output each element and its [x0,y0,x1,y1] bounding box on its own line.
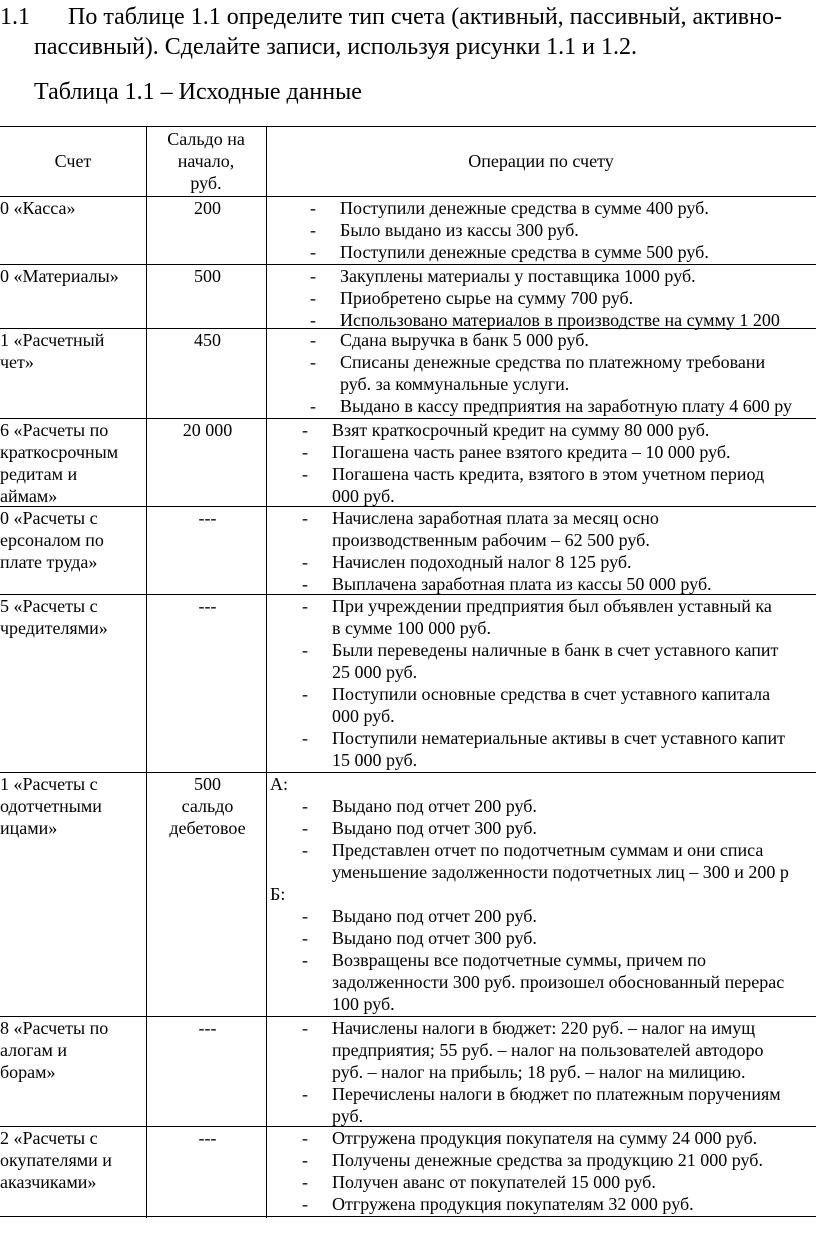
account-cell [0,595,145,639]
operation-text: Представлен отчет по подотчетным суммам и они списа [332,840,764,860]
list-dash: - [302,464,308,484]
task-text-line-2: пассивный). Сделайте записи, используя рисунки 1.1 и 1.2. [34,34,637,60]
balance-cell [148,265,267,287]
list-dash: - [302,796,308,816]
balance-line: 500 [194,774,221,794]
operation-line [270,661,816,683]
balance-line: --- [198,1128,217,1148]
list-dash: - [302,508,308,528]
task-text-line-1: По таблице 1.1 определите тип счета (активный, пассивный, активно- [68,4,782,30]
list-dash: - [310,396,316,416]
operation-text: Сдана выручка в банк 5 000 руб. [340,330,589,350]
balance-cell [148,329,267,351]
operation-line [270,373,816,395]
operation-line [270,705,816,727]
operation-text: Начислены налоги в бюджет: 220 руб. – налог на имущ [332,1018,756,1038]
header-operations: Операции по счету [468,151,614,171]
operation-line [270,1171,816,1193]
account-line: плате труда» [0,552,98,572]
operation-line [270,463,816,485]
operation-text: задолженности 300 руб. произошел обоснованный перерас [332,972,785,992]
list-dash: - [310,288,316,308]
balance-cell [148,1127,267,1149]
balance-line: 20 000 [182,420,233,440]
operations-list [270,329,816,417]
task-number: 1.1 [0,4,30,30]
operation-line [270,749,816,771]
operation-line [270,351,816,373]
list-dash: - [302,574,308,594]
account-line: 1 «Расчетный [0,330,105,350]
operation-text: Выдано под отчет 300 руб. [332,818,537,838]
operation-text: Списаны денежные средства по платежному требовани [340,352,766,372]
operation-text: в сумме 100 000 руб. [332,618,491,638]
account-line: чредителями» [0,618,108,638]
balance-line: дебетовое [169,818,246,838]
operation-line [270,1017,816,1039]
operation-text: руб. [332,1106,364,1126]
header-account: Счет [54,151,92,171]
operation-text: Приобретено сырье на сумму 700 руб. [340,288,634,308]
operation-text: руб. за коммунальные услуги. [340,374,570,394]
account-line: 8 «Расчеты по [0,1018,109,1038]
operation-line [270,395,816,417]
list-dash: - [310,330,316,350]
header-balance-line: руб. [190,173,222,193]
operation-text: Начислен подоходный налог 8 125 руб. [332,552,632,572]
operation-text: руб. – налог на прибыль; 18 руб. – налог на милицию. [332,1062,746,1082]
account-line: 0 «Расчеты с [0,508,98,528]
list-dash: - [310,242,316,262]
operation-line [270,683,816,705]
operation-line [270,241,816,263]
balance-line: 450 [194,330,221,350]
operation-text: Выдано под отчет 300 руб. [332,928,537,948]
account-line: редитам и [0,464,78,484]
account-line: 2 «Расчеты с [0,1128,98,1148]
account-cell [0,1017,145,1083]
operation-text: Закуплены материалы у поставщика 1000 руб. [340,266,696,286]
operation-text: Перечислены налоги в бюджет по платежным поручениям [332,1084,781,1104]
list-dash: - [302,1150,308,1170]
balance-cell [148,773,267,839]
list-dash: - [302,950,308,970]
operation-line [270,265,816,287]
source-data-table [0,126,816,1218]
operation-line [270,905,816,927]
operation-line [270,949,816,971]
operation-line [270,993,816,1015]
operation-line [270,219,816,241]
operation-text: производственным рабочим – 62 500 руб. [332,530,650,550]
operation-line [270,329,816,351]
account-line: ицами» [0,818,58,838]
operation-line [270,573,816,595]
operation-line [270,309,816,331]
operation-text: Начислена заработная плата за месяц осно [332,508,659,528]
operation-text: 25 000 руб. [332,662,418,682]
operation-text: Были переведены наличные в банк в счет уставного капит [332,640,779,660]
operations-list [270,1127,816,1215]
operation-line [270,639,816,661]
list-dash: - [302,640,308,660]
balance-cell [148,419,267,441]
account-line: окупателями и [0,1150,112,1170]
list-dash: - [302,596,308,616]
operation-text: Было выдано из кассы 300 руб. [340,220,579,240]
list-dash: - [302,728,308,748]
operation-line [270,1105,816,1127]
operation-line [270,1193,816,1215]
operation-text: Возвращены все подотчетные суммы, причем по [332,950,707,970]
operation-line [270,971,816,993]
operation-text: 15 000 руб. [332,750,418,770]
table-rule [0,126,816,127]
operation-line [270,795,816,817]
list-dash: - [302,442,308,462]
list-dash: - [302,1194,308,1214]
operation-text: Выдано в кассу предприятия на заработную плату 4 600 ру [340,396,793,416]
account-line: борам» [0,1062,56,1082]
operation-line [270,1039,816,1061]
list-dash: - [302,1128,308,1148]
account-line: алогам и [0,1040,68,1060]
operations-list [270,595,816,771]
operation-text: Погашена часть ранее взятого кредита – 10 000 руб. [332,442,731,462]
operation-text: Поступили денежные средства в сумме 500 руб. [340,242,709,262]
account-line: 6 «Расчеты по [0,420,109,440]
account-cell [0,197,145,219]
operation-text: Поступили нематериальные активы в счет уставного капит [332,728,786,748]
operation-line [270,1083,816,1105]
operations-list [270,197,816,263]
balance-line: 200 [194,198,221,218]
operation-line [270,595,816,617]
header-balance [146,128,266,194]
operation-line [270,287,816,309]
account-line: одотчетными [0,796,102,816]
operation-line [270,551,816,573]
table-caption: Таблица 1.1 – Исходные данные [34,79,362,105]
operations-list [270,265,816,331]
operation-text: Поступили денежные средства в сумме 400 руб. [340,198,709,218]
operation-text: Поступили основные средства в счет уставного капитала [332,684,771,704]
operation-text: 100 руб. [332,994,395,1014]
operation-line [270,1127,816,1149]
balance-line: 500 [194,266,221,286]
list-dash: - [310,220,316,240]
operation-text: Погашена часть кредита, взятого в этом учетном период [332,464,765,484]
balance-cell [148,595,267,617]
operation-line [270,927,816,949]
operation-line [270,419,816,441]
operations-list [270,773,816,1015]
operations-list [270,507,816,595]
operation-line [270,441,816,463]
operations-list [270,419,816,507]
balance-line: --- [198,596,217,616]
operation-text: Выдано под отчет 200 руб. [332,796,537,816]
account-cell [0,1127,145,1193]
account-cell [0,419,145,507]
group-label: А: [270,774,288,794]
account-line: 0 «Касса» [0,198,76,218]
account-line: краткосрочным [0,442,119,462]
operation-text: При учреждении предприятия был объявлен уставный ка [332,596,772,616]
operation-line [270,727,816,749]
operation-line [270,1149,816,1171]
header-balance-line: Сальдо на [167,129,245,149]
account-cell [0,265,145,287]
header-balance-line: начало, [177,151,235,171]
operation-text: Выдано под отчет 200 руб. [332,906,537,926]
operation-line [270,197,816,219]
list-dash: - [302,1018,308,1038]
operation-line [270,617,816,639]
list-dash: - [310,198,316,218]
operation-line [270,529,816,551]
operations-list [270,1017,816,1127]
account-cell [0,329,145,373]
account-line: ерсоналом по [0,530,104,550]
list-dash: - [302,420,308,440]
operation-text: Получены денежные средства за продукцию 21 000 руб. [332,1150,763,1170]
operation-line [270,507,816,529]
operation-text: предприятия; 55 руб. – налог на пользователей автодоро [332,1040,764,1060]
operation-line [270,861,816,883]
list-dash: - [310,352,316,372]
operation-text: Отгружена продукция покупателям 32 000 руб. [332,1194,694,1214]
operation-text: уменьшение задолженности подотчетных лиц – 300 и 200 р [332,862,789,882]
list-dash: - [310,310,316,330]
group-label: Б: [270,884,286,904]
account-cell [0,507,145,573]
list-dash: - [302,840,308,860]
operation-text: 000 руб. [332,486,395,506]
table-rule [0,1216,816,1217]
balance-line: сальдо [181,796,234,816]
account-line: 1 «Расчеты с [0,774,98,794]
account-line: аказчиками» [0,1172,97,1192]
operation-line [270,817,816,839]
balance-cell [148,507,267,529]
operation-line [270,1061,816,1083]
operation-text: 000 руб. [332,706,395,726]
account-cell [0,773,145,839]
account-line: аймам» [0,486,58,506]
list-dash: - [302,684,308,704]
list-dash: - [302,818,308,838]
list-dash: - [310,266,316,286]
list-dash: - [302,906,308,926]
account-line: чет» [0,352,34,372]
operation-text: Взят краткосрочный кредит на сумму 80 000 руб. [332,420,710,440]
list-dash: - [302,1172,308,1192]
balance-line: --- [198,508,217,528]
balance-cell [148,197,267,219]
operation-text: Использовано материалов в производстве на сумму 1 200 [340,310,780,330]
balance-cell [148,1017,267,1039]
operation-line [270,485,816,507]
account-line: 0 «Материалы» [0,266,119,286]
list-dash: - [302,552,308,572]
table-rule [266,126,267,1218]
balance-line: --- [198,1018,217,1038]
operation-line [270,839,816,861]
operation-text: Отгружена продукция покупателя на сумму 24 000 руб. [332,1128,758,1148]
table-rule [146,126,147,1218]
operation-text: Получен аванс от покупателей 15 000 руб. [332,1172,656,1192]
account-line: 5 «Расчеты с [0,596,98,616]
list-dash: - [302,928,308,948]
operation-text: Выплачена заработная плата из кассы 50 000 руб. [332,574,712,594]
list-dash: - [302,1084,308,1104]
